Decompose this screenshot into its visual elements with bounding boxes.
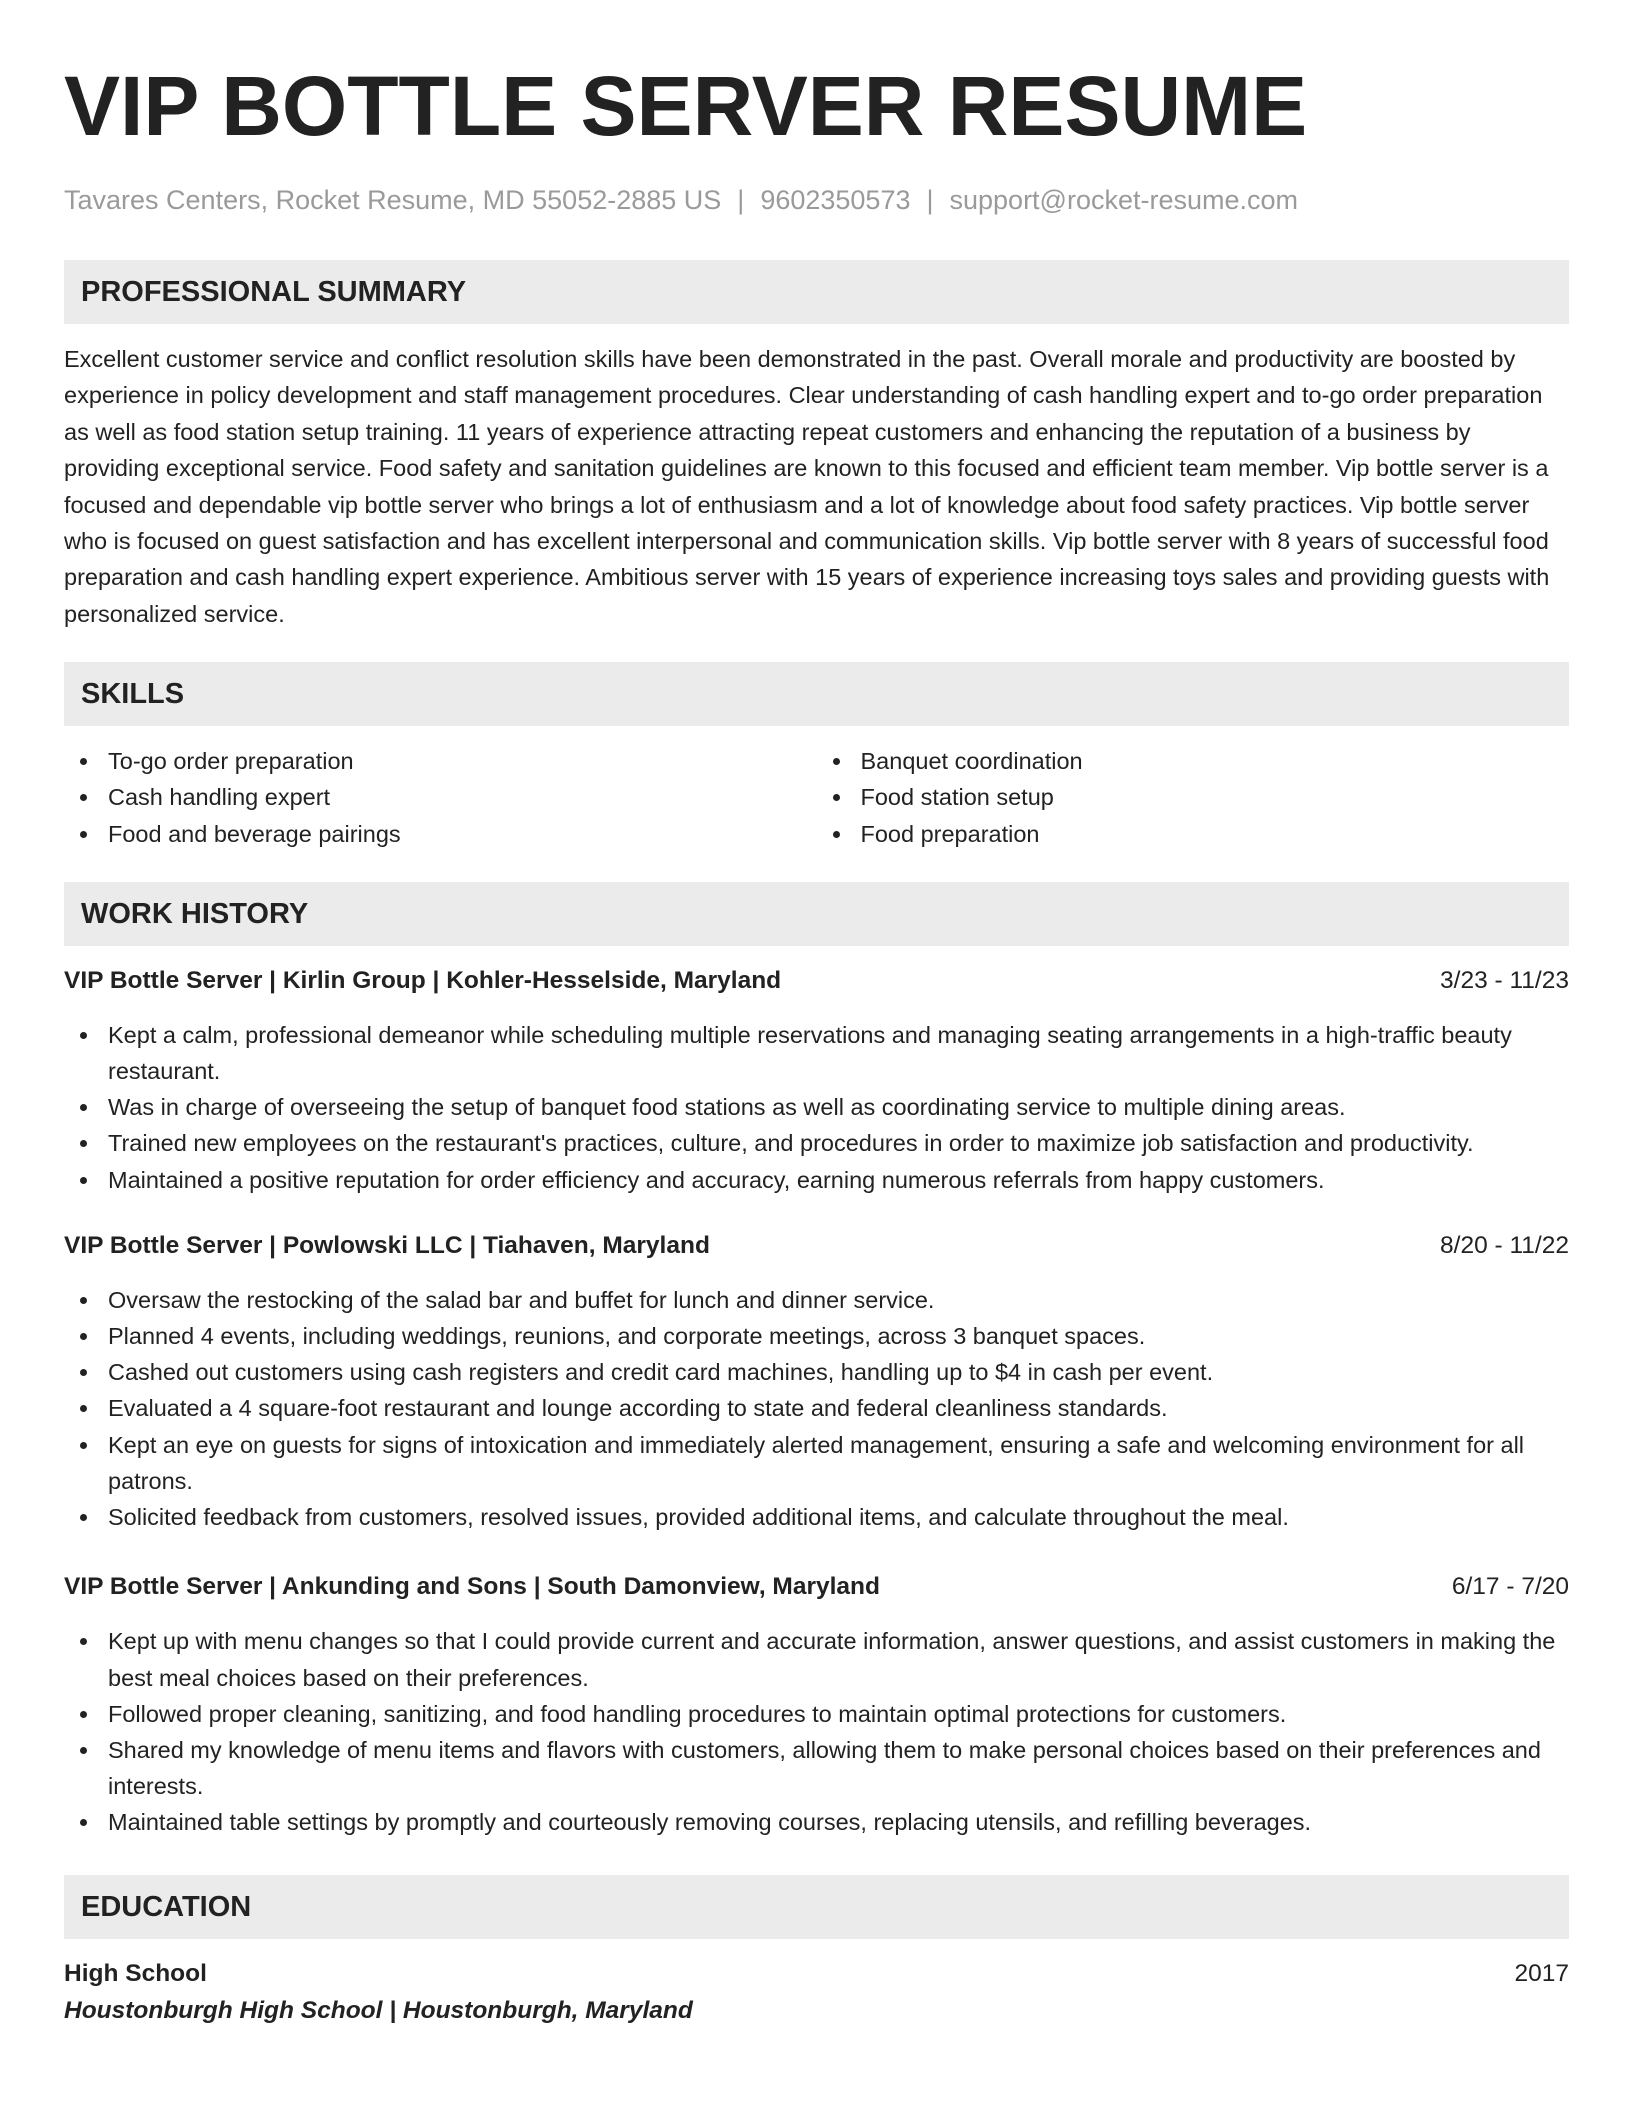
education-school: Houstonburgh High School | Houstonburgh, Maryland <box>64 1996 693 2024</box>
section-header-education: EDUCATION <box>64 1875 1569 1939</box>
section-header-summary: PROFESSIONAL SUMMARY <box>64 260 1569 324</box>
job-bullet: Planned 4 events, including weddings, reunions, and corporate meetings, across 3 banquet spaces. <box>64 1318 1569 1354</box>
job-bullet: Oversaw the restocking of the salad bar and buffet for lunch and dinner service. <box>64 1282 1569 1318</box>
skill-item: To-go order preparation <box>64 743 817 779</box>
skill-item: Cash handling expert <box>64 779 817 815</box>
summary-text: Excellent customer service and conflict resolution skills have been demonstrated in the past. Overall morale and productivity are boosted by experience in policy development and staff management procedures. Clear understanding of cash handling expert and to-go order preparation as well as food station setup training. 11 years of experience attracting repeat customers and enhancing the reputation of a business by providing exceptional service. Food safety and sanitation guidelines are known to this focused and efficient team member. Vip bottle server is a focused and dependable vip bottle server who brings a lot of enthusiasm and a lot of knowledge about food safety practices. Vip bottle server who is focused on guest satisfaction and has excellent interpersonal and communication skills. Vip bottle server with 8 years of successful food preparation and cash handling expert experience. Ambitious server with 15 years of experience increasing toys sales and providing guests with personalized service. <box>64 346 1550 627</box>
contact-email: support@rocket-resume.com <box>949 185 1299 215</box>
education-year: 2017 <box>1514 1959 1569 1987</box>
skill-item: Food preparation <box>817 816 1570 852</box>
skill-item: Banquet coordination <box>817 743 1570 779</box>
job-header <box>64 963 1569 999</box>
job-bullet: Kept up with menu changes so that I could provide current and accurate information, answer questions, and assist customers in making the best meal choices based on their preferences. <box>64 1623 1569 1695</box>
job-bullet: Maintained table settings by promptly and courteously removing courses, replacing utensils, and refilling beverages. <box>64 1804 1569 1840</box>
job-header <box>64 1569 1569 1605</box>
job-title: VIP Bottle Server | Kirlin Group | Kohler-Hesselside, Maryland <box>64 966 782 994</box>
job-bullet: Cashed out customers using cash registers and credit card machines, handling up to $4 in cash per event. <box>64 1354 1569 1390</box>
education-header <box>64 1956 1569 1992</box>
job-bullets <box>64 1282 1569 1535</box>
job-title: VIP Bottle Server | Ankunding and Sons | South Damonview, Maryland <box>64 1573 880 1601</box>
section-header-work: WORK HISTORY <box>64 882 1569 946</box>
skill-item: Food and beverage pairings <box>64 816 817 852</box>
job-bullet: Solicited feedback from customers, resolved issues, provided additional items, and calculate throughout the meal. <box>64 1499 1569 1535</box>
job-header <box>64 1228 1569 1264</box>
job-dates: 6/17 - 7/20 <box>1451 1573 1569 1601</box>
job-bullet: Evaluated a 4 square-foot restaurant and lounge according to state and federal cleanliness standards. <box>64 1390 1569 1426</box>
skills-grid <box>64 743 1569 852</box>
resume-title: VIP BOTTLE SERVER RESUME <box>64 59 1308 153</box>
job-title: VIP Bottle Server | Powlowski LLC | Tiahaven, Maryland <box>64 1231 710 1259</box>
contact-separator: | <box>926 185 934 215</box>
job-bullet: Shared my knowledge of menu items and flavors with customers, allowing them to make personal choices based on their preferences and interests. <box>64 1732 1569 1804</box>
job-dates: 8/20 - 11/22 <box>1440 1231 1569 1259</box>
section-header-skills: SKILLS <box>64 662 1569 726</box>
job-entry <box>64 1569 1569 1840</box>
job-bullets <box>64 1017 1569 1198</box>
job-dates: 3/23 - 11/23 <box>1440 966 1569 994</box>
job-bullet: Was in charge of overseeing the setup of banquet food stations as well as coordinating service to multiple dining areas. <box>64 1089 1569 1125</box>
job-bullet: Followed proper cleaning, sanitizing, and food handling procedures to maintain optimal protections for customers. <box>64 1696 1569 1732</box>
contact-line <box>64 182 1569 218</box>
job-bullet: Maintained a positive reputation for order efficiency and accuracy, earning numerous referrals from happy customers. <box>64 1162 1569 1198</box>
skills-column-right <box>817 743 1570 852</box>
job-bullet: Kept an eye on guests for signs of intoxication and immediately alerted management, ensuring a safe and welcoming environment for all patrons. <box>64 1427 1569 1499</box>
job-entry <box>64 1228 1569 1535</box>
contact-separator: | <box>737 185 745 215</box>
job-bullet: Kept a calm, professional demeanor while scheduling multiple reservations and managing seating arrangements in a high-traffic beauty restaurant. <box>64 1017 1569 1089</box>
education-degree: High School <box>64 1959 207 1987</box>
contact-phone: 9602350573 <box>760 185 911 215</box>
contact-address: Tavares Centers, Rocket Resume, MD 55052-2885 US <box>64 185 722 215</box>
job-bullets <box>64 1623 1569 1840</box>
job-bullet: Trained new employees on the restaurant's practices, culture, and procedures in order to maximize job satisfaction and productivity. <box>64 1125 1569 1161</box>
skills-column-left <box>64 743 817 852</box>
job-entry <box>64 963 1569 1198</box>
skill-item: Food station setup <box>817 779 1570 815</box>
